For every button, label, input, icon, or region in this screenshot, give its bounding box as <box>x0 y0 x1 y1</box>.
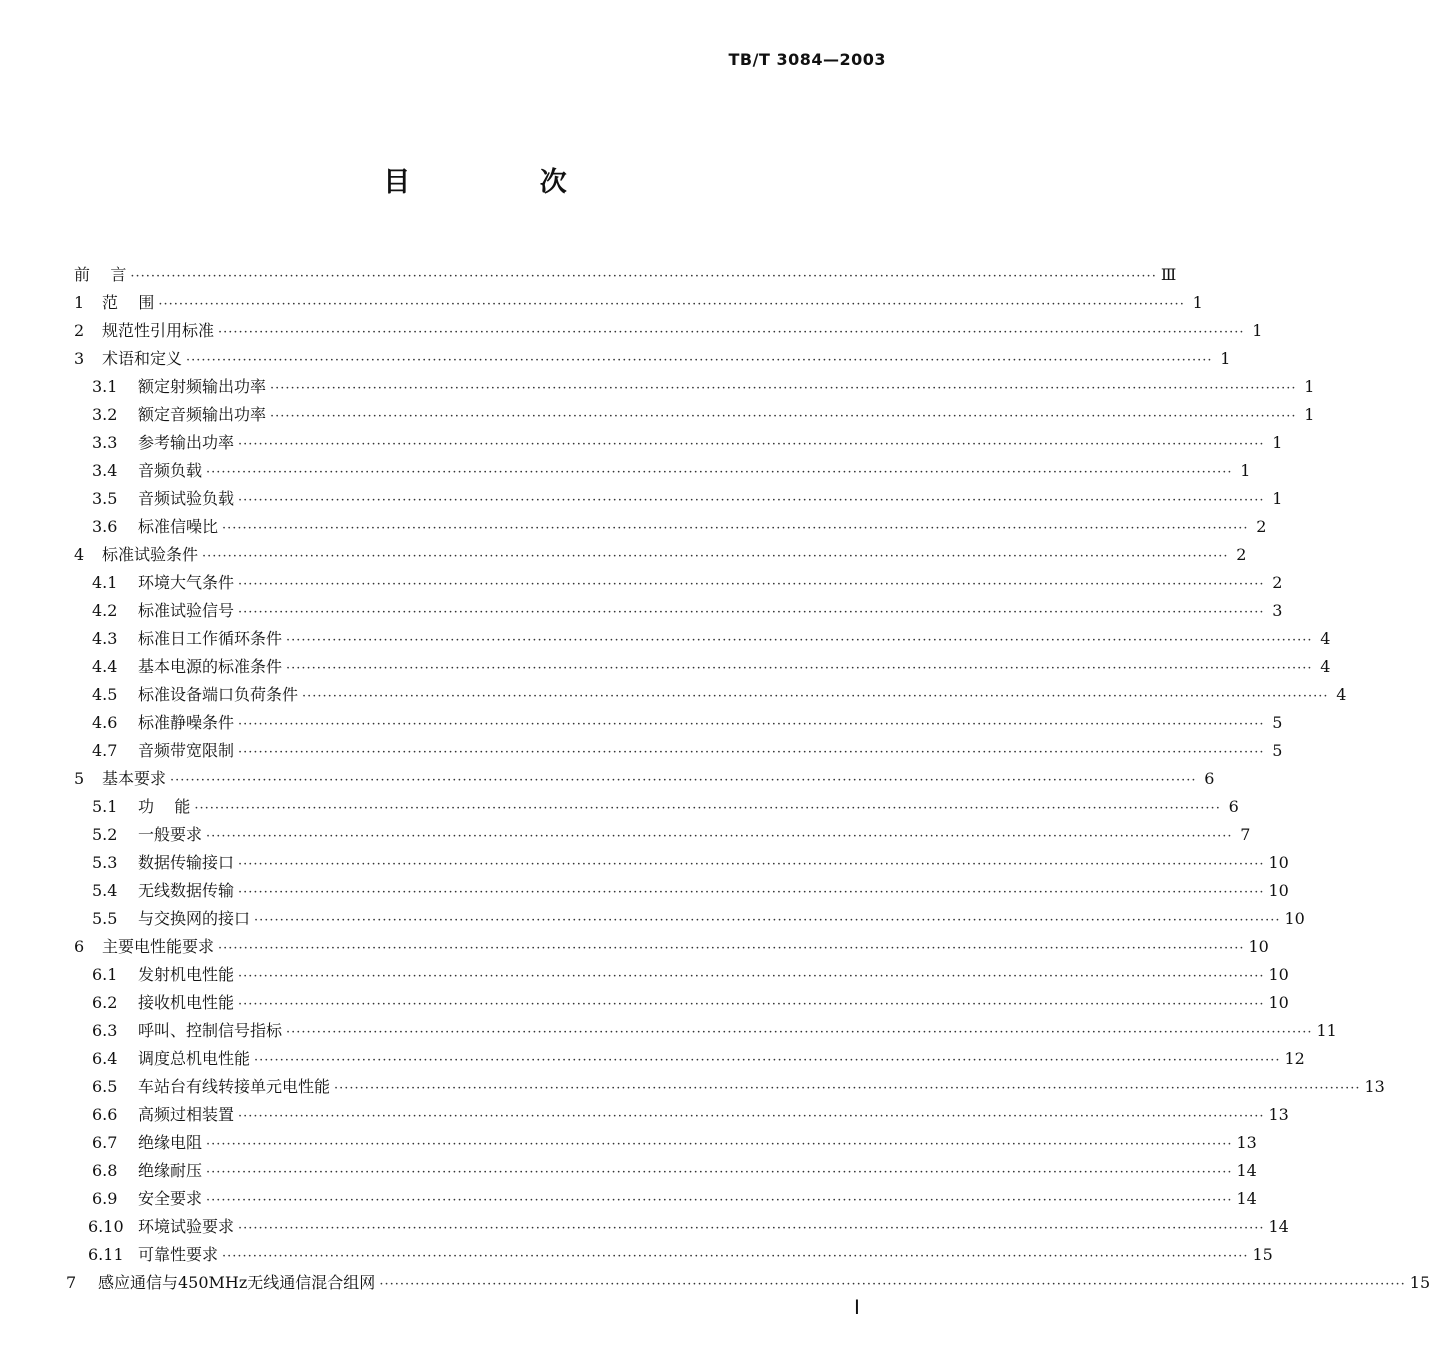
toc-entry-label <box>92 1073 334 1101</box>
dot-leader: ········································································································································································································ <box>170 773 1197 788</box>
toc-entry[interactable] <box>0 317 1263 345</box>
toc-entry[interactable] <box>0 1017 1337 1045</box>
toc-entry-title: 绝缘电阻 <box>138 1133 203 1152</box>
toc-entry-label <box>92 373 270 401</box>
toc-entry-label <box>92 1129 206 1157</box>
dot-leader: ········································································································································································································ <box>238 1109 1265 1124</box>
dot-leader: ········································································································································································································ <box>206 1193 1233 1208</box>
toc-entry-title: 范 围 <box>102 293 155 312</box>
toc-entry[interactable] <box>0 1101 1289 1129</box>
toc-entry[interactable] <box>0 1269 1430 1297</box>
toc-entry-label <box>92 961 238 989</box>
toc-entry[interactable] <box>0 933 1269 961</box>
toc-entry-number: 4.1 <box>92 573 118 592</box>
dot-leader: ········································································································································································································ <box>379 1277 1406 1292</box>
toc-entry-title: 数据传输接口 <box>138 853 235 872</box>
toc-entry-title: 安全要求 <box>138 1189 203 1208</box>
toc-entry-label <box>92 513 222 541</box>
toc-entry-title: 接收机电性能 <box>138 993 235 1012</box>
dot-leader: ········································································································································································································ <box>302 689 1329 704</box>
toc-entry-label <box>92 877 238 905</box>
dot-leader: ········································································································································································································ <box>270 381 1297 396</box>
toc-entry-label <box>88 1213 238 1241</box>
dot-leader: ········································································································································································································ <box>238 717 1265 732</box>
dot-leader: ········································································································································································································ <box>334 1081 1361 1096</box>
toc-entry-title: 环境试验要求 <box>138 1217 235 1236</box>
dot-leader: ········································································································································································································ <box>206 1137 1233 1152</box>
toc-entry-label <box>88 1241 222 1269</box>
dot-leader: ········································································································································································································ <box>238 997 1265 1012</box>
toc-entry-label <box>92 1157 206 1185</box>
toc-entry-label <box>92 457 206 485</box>
dot-leader: ········································································································································································································ <box>254 1053 1281 1068</box>
toc-entry[interactable] <box>0 989 1289 1017</box>
toc-entry-label <box>92 569 238 597</box>
toc-entry-page: 4 <box>1320 657 1331 676</box>
toc-entry-title: 额定射频输出功率 <box>138 377 267 396</box>
toc-entry-page: 14 <box>1236 1161 1257 1180</box>
dot-leader: ········································································································································································································ <box>238 885 1265 900</box>
toc-entry-title: 绝缘耐压 <box>138 1161 203 1180</box>
toc-entry[interactable] <box>0 737 1283 765</box>
toc-entry[interactable] <box>0 793 1239 821</box>
toc-entry[interactable] <box>0 457 1251 485</box>
toc-entry-number: 4.5 <box>92 685 118 704</box>
dot-leader: ········································································································································································································ <box>206 465 1233 480</box>
dot-leader: ········································································································································································································ <box>238 1221 1265 1236</box>
toc-entry-label <box>92 737 238 765</box>
toc-entry[interactable] <box>0 401 1315 429</box>
toc-entry-number: 6.8 <box>92 1161 118 1180</box>
toc-entry-title: 参考输出功率 <box>138 433 235 452</box>
toc-entry-label <box>74 933 218 961</box>
toc-entry[interactable] <box>0 849 1289 877</box>
dot-leader: ········································································································································································································ <box>238 577 1265 592</box>
toc-entry[interactable] <box>0 905 1305 933</box>
toc-entry-label <box>92 653 286 681</box>
toc-entry-number: 4.4 <box>92 657 118 676</box>
dot-leader: ········································································································································································································ <box>286 633 1313 648</box>
toc-entry-title: 高频过相装置 <box>138 1105 235 1124</box>
toc-entry-title: 术语和定义 <box>102 349 183 368</box>
toc-entry[interactable] <box>0 1157 1257 1185</box>
toc-entry-number: 3.4 <box>92 461 118 480</box>
toc-entry-label <box>92 709 238 737</box>
toc-entry-page: 1 <box>1272 433 1283 452</box>
toc-entry-title: 一般要求 <box>138 825 203 844</box>
dot-leader: ········································································································································································································ <box>206 829 1233 844</box>
toc-entry-label <box>92 1045 254 1073</box>
page-folio: Ⅰ <box>854 1297 860 1319</box>
toc-entry-number: 3.3 <box>92 433 118 452</box>
standard-code: TB/T 3084—2003 <box>728 50 886 69</box>
toc-entry-label <box>92 821 206 849</box>
toc-entry-page: 2 <box>1272 573 1283 592</box>
dot-leader: ········································································································································································································ <box>130 269 1157 284</box>
toc-entry-label <box>66 1269 379 1297</box>
toc-entry-number: 6.10 <box>88 1217 124 1236</box>
toc-entry-label <box>74 289 158 317</box>
toc-entry-title: 环境大气条件 <box>138 573 235 592</box>
toc-entry[interactable] <box>0 485 1283 513</box>
toc-entry-title: 与交换网的接口 <box>138 909 251 928</box>
toc-entry[interactable] <box>0 345 1231 373</box>
dot-leader: ········································································································································································································ <box>218 325 1245 340</box>
toc-entry-number: 2 <box>74 321 85 340</box>
toc-entry-label <box>92 989 238 1017</box>
toc-entry-number: 3 <box>74 349 85 368</box>
toc-entry-page: 10 <box>1268 853 1289 872</box>
toc-entry-number: 6.2 <box>92 993 118 1012</box>
toc-entry-title: 前 言 <box>74 265 127 284</box>
dot-leader: ········································································································································································································ <box>238 437 1265 452</box>
toc-entry-label <box>92 429 238 457</box>
toc-entry-number: 6 <box>74 937 85 956</box>
toc-entry-title: 音频试验负载 <box>138 489 235 508</box>
toc-entry-page: 6 <box>1204 769 1215 788</box>
toc-entry[interactable] <box>0 765 1215 793</box>
toc-entry-page: 1 <box>1304 405 1315 424</box>
toc-entry-label <box>74 345 186 373</box>
toc-entry-number: 1 <box>74 293 85 312</box>
dot-leader: ········································································································································································································ <box>238 605 1265 620</box>
toc-entry[interactable] <box>0 877 1289 905</box>
dot-leader: ········································································································································································································ <box>206 1165 1233 1180</box>
toc-entry-page: 10 <box>1248 937 1269 956</box>
toc-entry-number: 3.6 <box>92 517 118 536</box>
toc-entry-page: 1 <box>1192 293 1203 312</box>
toc-entry[interactable] <box>0 1213 1289 1241</box>
toc-entry[interactable] <box>0 1241 1273 1269</box>
dot-leader: ········································································································································································································ <box>218 941 1245 956</box>
toc-entry-title: 基本电源的标准条件 <box>138 657 283 676</box>
toc-entry[interactable] <box>0 597 1283 625</box>
toc-entry-label <box>92 1185 206 1213</box>
dot-leader: ········································································································································································································ <box>238 493 1265 508</box>
toc-entry-title: 发射机电性能 <box>138 965 235 984</box>
toc-entry-label <box>74 317 218 345</box>
toc-entry[interactable] <box>0 289 1203 317</box>
toc-entry[interactable] <box>0 261 1177 289</box>
toc-entry[interactable] <box>0 709 1283 737</box>
toc-entry-page: 11 <box>1316 1021 1337 1040</box>
toc-entry-title: 功 能 <box>138 797 191 816</box>
toc-entry-number: 3.1 <box>92 377 118 396</box>
toc-entry-page: 4 <box>1336 685 1347 704</box>
toc-entry-label <box>92 793 194 821</box>
dot-leader: ········································································································································································································ <box>222 521 1249 536</box>
toc-entry-title: 标准设备端口负荷条件 <box>138 685 299 704</box>
toc-entry[interactable] <box>0 541 1247 569</box>
toc-entry-page: 1 <box>1220 349 1231 368</box>
toc-entry[interactable] <box>0 513 1267 541</box>
toc-entry-title: 可靠性要求 <box>138 1245 219 1264</box>
dot-leader: ········································································································································································································ <box>254 913 1281 928</box>
toc-entry[interactable] <box>0 1073 1385 1101</box>
toc-entry-number: 3.5 <box>92 489 118 508</box>
toc-entry-number: 6.3 <box>92 1021 118 1040</box>
toc-entry[interactable] <box>0 961 1289 989</box>
toc-entry-page: 14 <box>1268 1217 1289 1236</box>
dot-leader: ········································································································································································································ <box>158 297 1185 312</box>
toc-entry-title: 规范性引用标准 <box>102 321 215 340</box>
toc-entry[interactable] <box>0 653 1331 681</box>
toc-entry-label <box>74 261 130 289</box>
toc-entry-number: 5.5 <box>92 909 118 928</box>
toc-entry-number: 6.11 <box>88 1245 124 1264</box>
toc-entry-title: 标准信噪比 <box>138 517 219 536</box>
dot-leader: ········································································································································································································ <box>270 409 1297 424</box>
toc-entry-page: 15 <box>1409 1273 1430 1292</box>
toc-entry-label <box>92 485 238 513</box>
toc-entry-label <box>92 905 254 933</box>
toc-entry-title: 标准日工作循环条件 <box>138 629 283 648</box>
toc-entry-number: 6.7 <box>92 1133 118 1152</box>
toc-entry-page: 10 <box>1268 965 1289 984</box>
toc-entry-number: 5 <box>74 769 85 788</box>
toc-entry-label <box>92 625 286 653</box>
toc-entry-label <box>92 401 270 429</box>
toc-entry-page: 1 <box>1252 321 1263 340</box>
toc-entry-page: 5 <box>1272 713 1283 732</box>
toc-entry-label <box>92 849 238 877</box>
toc-entry-title: 基本要求 <box>102 769 167 788</box>
toc-entry-number: 5.4 <box>92 881 118 900</box>
dot-leader: ········································································································································································································ <box>222 1249 1249 1264</box>
toc-entry-page: Ⅲ <box>1160 265 1177 284</box>
toc-entry-number: 4 <box>74 545 85 564</box>
toc-entry-number: 6.6 <box>92 1105 118 1124</box>
toc-entry-title: 标准试验信号 <box>138 601 235 620</box>
toc-entry-page: 1 <box>1240 461 1251 480</box>
toc-entry-label <box>92 1017 286 1045</box>
toc-entry-number: 5.1 <box>92 797 118 816</box>
toc-entry-number: 4.6 <box>92 713 118 732</box>
toc-entry[interactable] <box>0 373 1315 401</box>
toc-entry-page: 14 <box>1236 1189 1257 1208</box>
toc-entry-page: 3 <box>1272 601 1283 620</box>
dot-leader: ········································································································································································································ <box>238 745 1265 760</box>
toc-entry-title: 车站台有线转接单元电性能 <box>138 1077 331 1096</box>
toc-entry-number: 6.1 <box>92 965 118 984</box>
toc-entry[interactable] <box>0 569 1283 597</box>
toc-entry-label <box>92 597 238 625</box>
page-title: 目 次 <box>383 167 627 198</box>
toc-entry-number: 7 <box>66 1273 77 1292</box>
dot-leader: ········································································································································································································ <box>238 969 1265 984</box>
toc-entry-title: 呼叫、控制信号指标 <box>138 1021 283 1040</box>
toc-entry-page: 2 <box>1256 517 1267 536</box>
dot-leader: ········································································································································································································ <box>186 353 1213 368</box>
toc-entry-page: 13 <box>1268 1105 1289 1124</box>
toc-entry[interactable] <box>0 1129 1257 1157</box>
toc-entry-page: 6 <box>1228 797 1239 816</box>
dot-leader: ········································································································································································································ <box>286 1025 1313 1040</box>
toc-entry-label <box>92 1101 238 1129</box>
toc-entry-number: 5.3 <box>92 853 118 872</box>
dot-leader: ········································································································································································································ <box>202 549 1229 564</box>
toc-entry-title: 音频负载 <box>138 461 203 480</box>
toc-entry-label <box>74 765 170 793</box>
toc-entry-title: 标准静噪条件 <box>138 713 235 732</box>
toc-entry-number: 5.2 <box>92 825 118 844</box>
toc-entry-page: 12 <box>1284 1049 1305 1068</box>
dot-leader: ········································································································································································································ <box>194 801 1221 816</box>
toc-entry-page: 10 <box>1268 993 1289 1012</box>
toc-entry[interactable] <box>0 681 1347 709</box>
toc-entry-number: 4.7 <box>92 741 118 760</box>
toc-entry-page: 15 <box>1252 1245 1273 1264</box>
table-of-contents <box>0 261 1430 1297</box>
toc-entry-title: 无线数据传输 <box>138 881 235 900</box>
toc-entry-number: 3.2 <box>92 405 118 424</box>
toc-entry-number: 6.5 <box>92 1077 118 1096</box>
toc-entry-number: 4.3 <box>92 629 118 648</box>
toc-entry-title: 额定音频输出功率 <box>138 405 267 424</box>
toc-entry-title: 主要电性能要求 <box>102 937 215 956</box>
toc-entry-title: 感应通信与450MHz无线通信混合组网 <box>98 1273 376 1292</box>
toc-entry-title: 调度总机电性能 <box>138 1049 251 1068</box>
toc-entry-title: 标准试验条件 <box>102 545 199 564</box>
toc-entry-page: 4 <box>1320 629 1331 648</box>
toc-entry-page: 10 <box>1268 881 1289 900</box>
toc-entry[interactable] <box>0 429 1283 457</box>
toc-entry-page: 10 <box>1284 909 1305 928</box>
toc-entry-label <box>92 681 302 709</box>
toc-entry[interactable] <box>0 821 1251 849</box>
toc-entry-label <box>74 541 202 569</box>
toc-entry-page: 2 <box>1236 545 1247 564</box>
toc-entry-page: 1 <box>1304 377 1315 396</box>
dot-leader: ········································································································································································································ <box>238 857 1265 872</box>
toc-entry-page: 7 <box>1240 825 1251 844</box>
toc-entry[interactable] <box>0 1045 1305 1073</box>
toc-entry-page: 1 <box>1272 489 1283 508</box>
dot-leader: ········································································································································································································ <box>286 661 1313 676</box>
toc-entry-page: 13 <box>1236 1133 1257 1152</box>
toc-entry-number: 4.2 <box>92 601 118 620</box>
toc-entry-number: 6.4 <box>92 1049 118 1068</box>
toc-entry-page: 5 <box>1272 741 1283 760</box>
toc-entry[interactable] <box>0 625 1331 653</box>
toc-entry-title: 音频带宽限制 <box>138 741 235 760</box>
toc-entry-number: 6.9 <box>92 1189 118 1208</box>
toc-entry[interactable] <box>0 1185 1257 1213</box>
toc-entry-page: 13 <box>1364 1077 1385 1096</box>
